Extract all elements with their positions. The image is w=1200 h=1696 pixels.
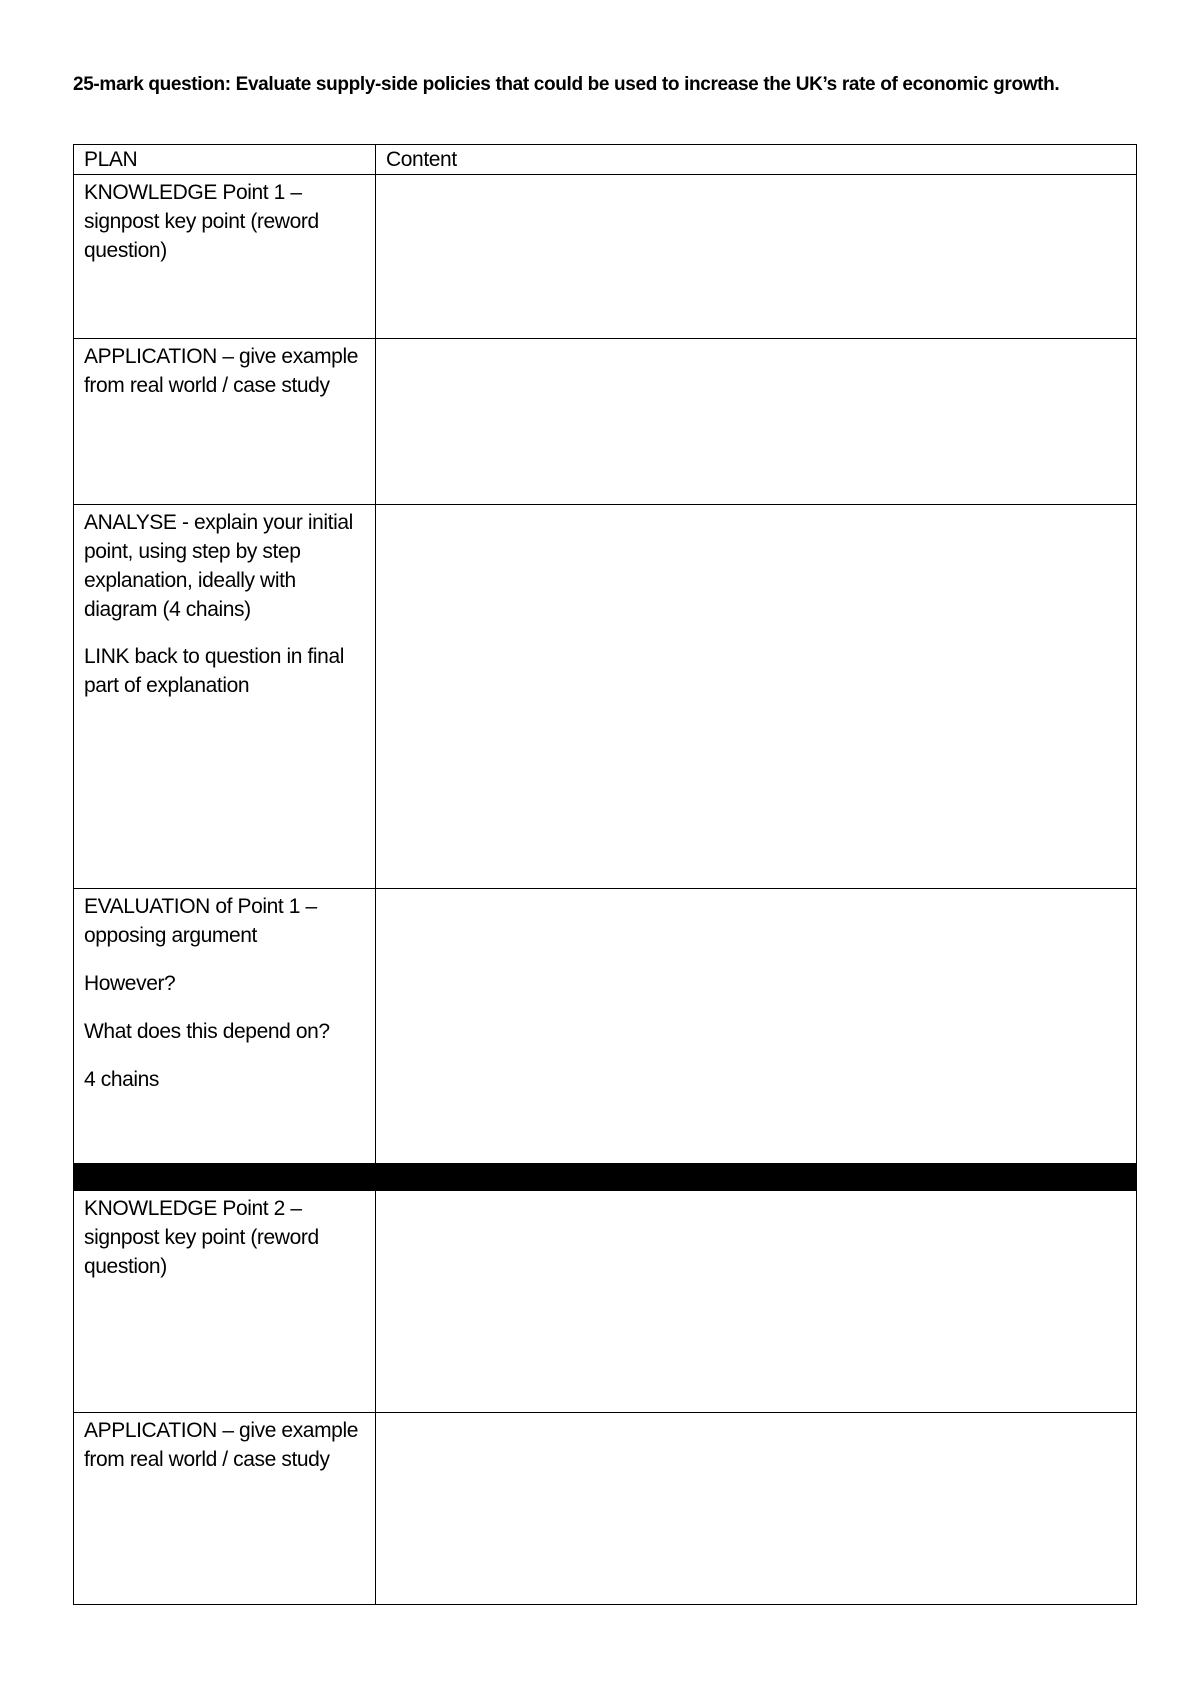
content-cell-knowledge-point-2[interactable]	[376, 1191, 1137, 1413]
plan-cell-application-2	[74, 1413, 376, 1605]
plan-text: KNOWLEDGE Point 1 – signpost key point (reword question)	[84, 181, 319, 262]
table-row-evaluation-point-1	[74, 889, 1137, 1164]
plan-text-depend: What does this depend on?	[84, 1020, 330, 1043]
plan-text-however: However?	[84, 972, 176, 995]
plan-text: APPLICATION – give example from real world / case study	[84, 1419, 358, 1471]
plan-text-link: LINK back to question in final part of explanation	[84, 645, 344, 697]
table-row-analyse	[74, 505, 1137, 889]
plan-column-header: PLAN	[74, 145, 376, 175]
table-row-application-2	[74, 1413, 1137, 1605]
plan-text: APPLICATION – give example from real world / case study	[84, 345, 358, 397]
plan-text: ANALYSE - explain your initial point, using step by step explanation, ideally with diagram (4 chains)	[84, 511, 353, 621]
separator-cell-left	[74, 1164, 376, 1191]
plan-cell-analyse	[74, 505, 376, 889]
plan-cell-application-1	[74, 339, 376, 505]
plan-text: EVALUATION of Point 1 – opposing argument	[84, 895, 317, 947]
content-cell-analyse[interactable]	[376, 505, 1137, 889]
content-cell-knowledge-point-1[interactable]	[376, 175, 1137, 339]
plan-cell-knowledge-point-2	[74, 1191, 376, 1413]
content-cell-application-1[interactable]	[376, 339, 1137, 505]
table-row-knowledge-point-1	[74, 175, 1137, 339]
plan-text-chains: 4 chains	[84, 1068, 160, 1091]
plan-cell-evaluation-point-1	[74, 889, 376, 1164]
content-cell-evaluation-point-1[interactable]	[376, 889, 1137, 1164]
plan-cell-knowledge-point-1	[74, 175, 376, 339]
table-row-application-1	[74, 339, 1137, 505]
plan-table	[73, 144, 1137, 1605]
separator-cell-right	[376, 1164, 1137, 1191]
separator-row	[74, 1164, 1137, 1191]
content-cell-application-2[interactable]	[376, 1413, 1137, 1605]
table-row-knowledge-point-2	[74, 1191, 1137, 1413]
plan-text: KNOWLEDGE Point 2 – signpost key point (reword question)	[84, 1197, 319, 1278]
content-column-header: Content	[376, 145, 1137, 175]
question-text: 25-mark question: Evaluate supply-side policies that could be used to increase the UK’s rate of economic growth.	[73, 74, 1060, 95]
table-header-row	[74, 145, 1137, 175]
